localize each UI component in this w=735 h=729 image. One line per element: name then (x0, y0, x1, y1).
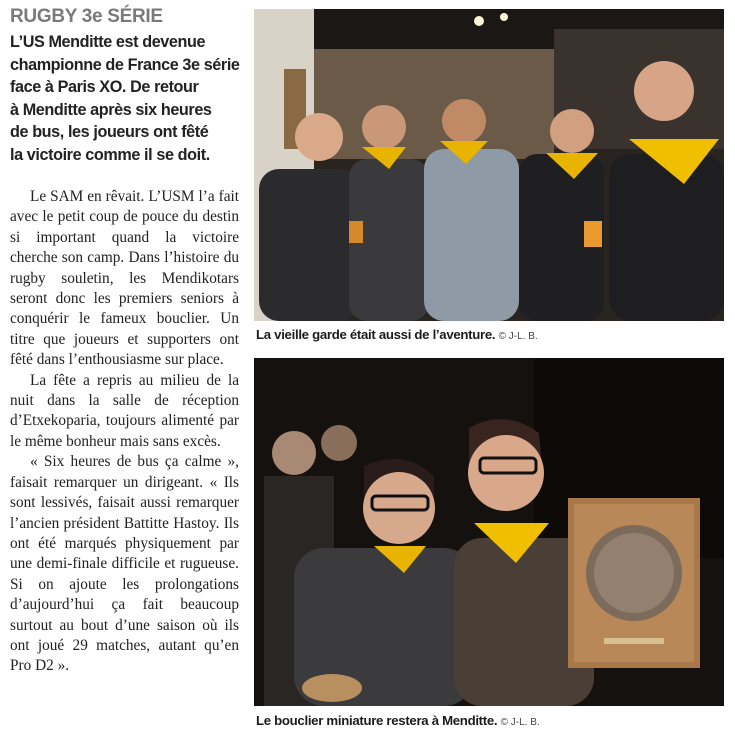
photo-shield (254, 358, 724, 706)
lead-line: de bus, les joueurs ont fêté (10, 123, 209, 142)
photo-veterans-image (254, 9, 724, 321)
photo-shield-image (254, 358, 724, 706)
lead-line: à Menditte après six heures (10, 100, 212, 119)
lead-line: championne de France 3e série (10, 55, 240, 74)
body-paragraph: Le SAM en rêvait. L’USM l’a fait avec le petit coup de pouce du destin si important quand la victoire cherche son camp. Dans l’histoire du rugby souletin, les Mendikotars seront donc les premiers seniors à conquérir le fameux bouclier. Un titre que joueurs et supporters ont fêté dans l’enthousiasme sur place. (10, 188, 239, 369)
photo-credit: © J-L. B. (498, 331, 538, 342)
body-paragraph: La fête a repris au milieu de la nuit dans la salle de réception d’Etxekoparia, toujours alimenté par le même bonheur mais sans excès. (10, 371, 239, 450)
article-body (10, 187, 239, 677)
photo-caption (256, 327, 726, 342)
section-kicker: RUGBY 3e SÉRIE (10, 6, 163, 27)
caption-text: Le bouclier miniature restera à Menditte. (256, 713, 498, 728)
article-lead (10, 31, 248, 167)
body-paragraph: « Six heures de bus ça calme », faisait remarquer un dirigeant. « Ils sont lessivés, faisait aussi remarquer l’ancien président Battitte Hastoy. Ils ont été marqués physiquement par une demi-finale difficile et rugueuse. Si on ajoute les prolongations d’aujourd’hui ça fait beaucoup surtout au bout d’une saison où ils ont joué 29 matches, autant qu’en Pro D2 ». (10, 453, 239, 675)
photo-credit: © J-L. B. (500, 717, 540, 728)
photo-veterans (254, 9, 724, 321)
caption-text: La vieille garde était aussi de l’aventure. (256, 327, 496, 342)
photo-caption (256, 713, 726, 728)
lead-line: L’US Menditte est devenue (10, 33, 206, 51)
lead-line: la victoire comme il se doit. (10, 145, 210, 164)
lead-line: face à Paris XO. De retour (10, 78, 199, 97)
